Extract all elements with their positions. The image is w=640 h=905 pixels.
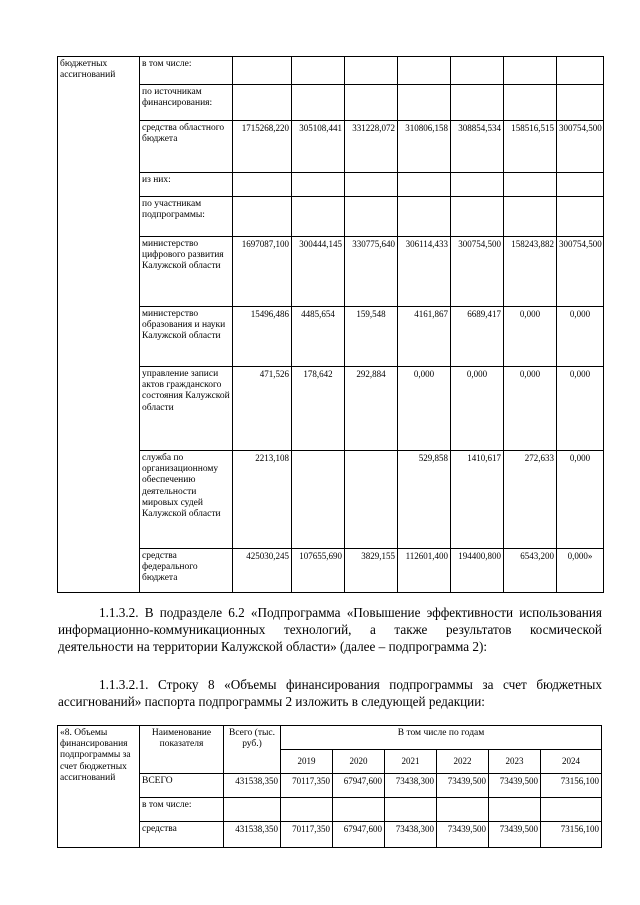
table-cell: 310806,158: [398, 121, 451, 173]
subprogram-2-financing-table: [57, 725, 602, 848]
side-label-cell: бюджетных ассигнований: [58, 57, 140, 593]
row-label: в том числе:: [140, 798, 224, 822]
table-cell: 6543,200: [504, 549, 557, 593]
table-cell: 73439,500: [437, 774, 489, 798]
table-cell: [233, 85, 292, 121]
table-cell: 306114,433: [398, 237, 451, 307]
table-cell: [281, 798, 333, 822]
table-cell: 67947,600: [333, 774, 385, 798]
row-label: министерство цифрового развития Калужской области: [140, 237, 233, 307]
table-cell: [557, 197, 604, 237]
row-label: в том числе:: [140, 57, 233, 85]
table-cell: [233, 173, 292, 197]
table-cell: [292, 57, 345, 85]
table-cell: [557, 173, 604, 197]
year-header: 2019: [281, 750, 333, 774]
side-label-cell: «8. Объемы финансирования подпрограммы за счет бюджетных ассигнований: [58, 726, 140, 848]
table-cell: 0,000: [557, 367, 604, 451]
year-header: 2022: [437, 750, 489, 774]
table-cell: 70117,350: [281, 822, 333, 848]
table-cell: [233, 197, 292, 237]
table-cell: [451, 197, 504, 237]
table-cell: 3829,155: [345, 549, 398, 593]
table-cell: 1410,617: [451, 451, 504, 549]
table-cell: 6689,417: [451, 307, 504, 367]
table-cell: 305108,441: [292, 121, 345, 173]
table-cell: [398, 197, 451, 237]
table-cell: 292,884: [345, 367, 398, 451]
table-cell: 73156,100: [541, 822, 602, 848]
table-cell: [398, 85, 451, 121]
row-label: по источникам финансирования:: [140, 85, 233, 121]
paragraph-1-1-3-2-1: 1.1.3.2.1. Строку 8 «Объемы финансирования подпрограммы за счет бюджетных ассигнований» паспорта подпрограммы 2 изложить в следующей редакции:: [58, 677, 602, 709]
table-cell: [504, 197, 557, 237]
table-cell: [292, 173, 345, 197]
row-label: средства областного бюджета: [140, 121, 233, 173]
table-cell: [345, 57, 398, 85]
table-cell: [504, 85, 557, 121]
table-cell: 2213,108: [233, 451, 292, 549]
table-cell: 15496,486: [233, 307, 292, 367]
table-cell: [345, 85, 398, 121]
table-cell: [345, 451, 398, 549]
table-cell: [385, 798, 437, 822]
table-cell: [557, 85, 604, 121]
table-cell: 70117,350: [281, 774, 333, 798]
table-cell: 471,526: [233, 367, 292, 451]
table-cell: 300754,500: [451, 237, 504, 307]
row-label: ВСЕГО: [140, 774, 224, 798]
table-cell: 159,548: [345, 307, 398, 367]
table-cell: 272,633: [504, 451, 557, 549]
table-cell: 300754,500: [557, 121, 604, 173]
table-cell: 1715268,220: [233, 121, 292, 173]
table-cell: 158516,515: [504, 121, 557, 173]
table-cell: 0,000: [504, 367, 557, 451]
header-years: В том числе по годам: [281, 726, 602, 750]
table-cell: [489, 798, 541, 822]
row-label: управление записи актов гражданского состояния Калужской области: [140, 367, 233, 451]
table-cell: [504, 173, 557, 197]
table-cell: [224, 798, 281, 822]
year-header: 2020: [333, 750, 385, 774]
year-header: 2023: [489, 750, 541, 774]
table-cell: [557, 57, 604, 85]
table-cell: 73439,500: [489, 822, 541, 848]
table-cell: [437, 798, 489, 822]
table-cell: 158243,882: [504, 237, 557, 307]
table-cell: 112601,400: [398, 549, 451, 593]
row-label: средства федерального бюджета: [140, 549, 233, 593]
table-cell: [451, 85, 504, 121]
table-cell: 178,642: [292, 367, 345, 451]
row-label: по участникам подпрограммы:: [140, 197, 233, 237]
row-label: служба по организационному обеспечению деятельности мировых судей Калужской области: [140, 451, 233, 549]
table-cell: [451, 173, 504, 197]
table-cell: 1697087,100: [233, 237, 292, 307]
table-cell: [398, 57, 451, 85]
row-label: из них:: [140, 173, 233, 197]
table-cell: 330775,640: [345, 237, 398, 307]
table-cell: 0,000»: [557, 549, 604, 593]
paragraph-1-1-3-2: 1.1.3.2. В подразделе 6.2 «Подпрограмма «Повышение эффективности использования информационно-коммуникационных технологий, а также результатов космической деятельности на территории Калужской области» (далее – подпрограмма 2):: [58, 605, 602, 654]
table-cell: 4485,654: [292, 307, 345, 367]
table-cell: [451, 57, 504, 85]
table-cell: [292, 451, 345, 549]
row-label: средства: [140, 822, 224, 848]
table-cell: 0,000: [504, 307, 557, 367]
year-header: 2024: [541, 750, 602, 774]
table-cell: 0,000: [557, 307, 604, 367]
table-cell: 331228,072: [345, 121, 398, 173]
table-cell: [345, 197, 398, 237]
table-cell: 73439,500: [437, 822, 489, 848]
table-cell: 73438,300: [385, 774, 437, 798]
table-cell: 67947,600: [333, 822, 385, 848]
table-cell: 0,000: [398, 367, 451, 451]
table-cell: 73438,300: [385, 822, 437, 848]
table-cell: 4161,867: [398, 307, 451, 367]
table-cell: 431538,350: [224, 822, 281, 848]
table-cell: 529,858: [398, 451, 451, 549]
table-cell: [292, 85, 345, 121]
table-cell: 425030,245: [233, 549, 292, 593]
table-cell: 73439,500: [489, 774, 541, 798]
table-cell: [233, 57, 292, 85]
header-name: Наименование показателя: [140, 726, 224, 774]
table-cell: 300754,500: [557, 237, 604, 307]
table-cell: 308854,534: [451, 121, 504, 173]
row-label: министерство образования и науки Калужской области: [140, 307, 233, 367]
financing-table-continued: [57, 56, 604, 593]
table-cell: [292, 197, 345, 237]
table-cell: 194400,800: [451, 549, 504, 593]
table-cell: [333, 798, 385, 822]
table-cell: 431538,350: [224, 774, 281, 798]
table-cell: [398, 173, 451, 197]
table-cell: 73156,100: [541, 774, 602, 798]
header-total: Всего (тыс. руб.): [224, 726, 281, 774]
table-cell: [504, 57, 557, 85]
year-header: 2021: [385, 750, 437, 774]
table-cell: 0,000: [451, 367, 504, 451]
table-cell: [541, 798, 602, 822]
table-cell: 0,000: [557, 451, 604, 549]
table-cell: 300444,145: [292, 237, 345, 307]
table-cell: 107655,690: [292, 549, 345, 593]
table-cell: [345, 173, 398, 197]
